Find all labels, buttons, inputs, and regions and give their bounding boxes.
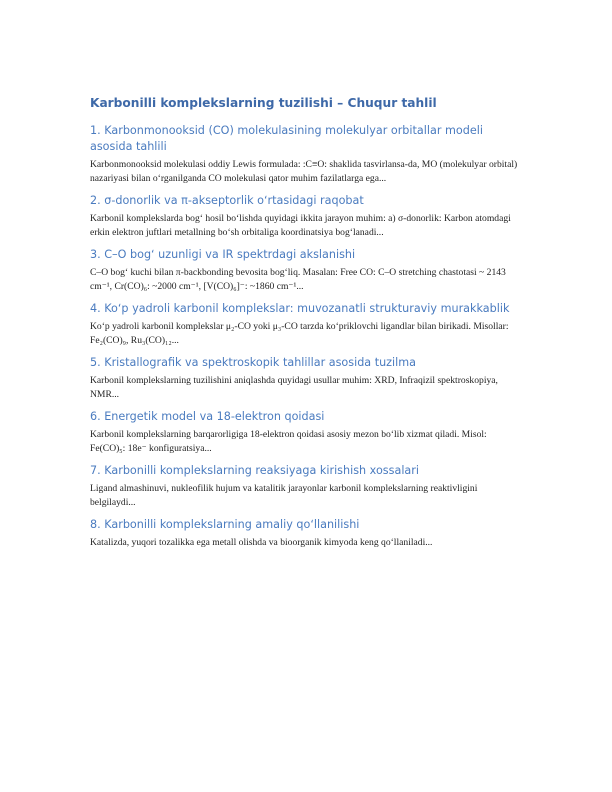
section-1 — [90, 123, 522, 185]
section-heading: 6. Energetik model va 18-elektron qoidasi — [90, 410, 325, 423]
section-heading: 3. C–O bogʻ uzunligi va IR spektrdagi akslanishi — [90, 248, 356, 261]
section-6 — [90, 409, 522, 455]
section-body: Karbonil komplekslarning tuzilishini aniqlashda quyidagi usullar muhim: XRD, Infraqizil spektroskopiya, NMR... — [90, 375, 498, 400]
section-body: Katalizda, yuqori tozalikka ega metall olishda va bioorganik kimyoda keng qoʻllaniladi... — [90, 537, 433, 548]
section-heading: 7. Karbonilli komplekslarning reaksiyaga kirishish xossalari — [90, 464, 419, 477]
document-title: Karbonilli komplekslarning tuzilishi – Chuqur tahlil — [90, 96, 437, 110]
section-body: C–O bogʻ kuchi bilan π-backbonding bevosita bogʻliq. Masalan: Free CO: C–O stretching chastotasi ~ 2143 cm⁻¹, Cr(CO)₆: ~2000 cm⁻¹, [V(CO)₆]⁻: ~1860 cm⁻¹... — [90, 267, 506, 292]
section-heading: 4. Koʻp yadroli karbonil komplekslar: muvozanatli strukturaviy murakkablik — [90, 302, 510, 315]
section-8 — [90, 517, 522, 550]
section-2 — [90, 193, 522, 239]
section-body: Karbonil komplekslarning barqarorligiga 18-elektron qoidasi asosiy mezon boʻlib xizmat qiladi. Misol: Fe(CO)₅: 18e⁻ konfiguratsiya... — [90, 429, 487, 454]
section-3 — [90, 247, 522, 293]
document-page — [90, 95, 522, 558]
section-heading: 8. Karbonilli komplekslarning amaliy qoʻllanilishi — [90, 518, 360, 531]
section-heading: 2. σ-donorlik va π-akseptorlik oʻrtasidagi raqobat — [90, 194, 364, 207]
section-body: Ligand almashinuvi, nukleofilik hujum va katalitik jarayonlar karbonil komplekslarning reaktivligini belgilaydi... — [90, 483, 478, 508]
section-body: Karbonil komplekslarda bogʻ hosil boʻlishda quyidagi ikkita jarayon muhim: a) σ-donorlik: Karbon atomdagi erkin elektron juftlari metallning boʻsh orbitaliga koordinatsiya bogʻlanadi... — [90, 213, 511, 238]
section-body: Karbonmonooksid molekulasi oddiy Lewis formulada: :C≡O: shaklida tasvirlansa-da, MO (molekulyar orbital) nazariyasi bilan oʻrganilganda CO molekulasi qator muhim fazilatlarga ega... — [90, 159, 518, 184]
section-4 — [90, 301, 522, 347]
section-heading: 5. Kristallografik va spektroskopik tahlillar asosida tuzilma — [90, 356, 417, 369]
section-body: Koʻp yadroli karbonil komplekslar μ₂-CO yoki μ₃-CO tarzda koʻpriklovchi ligandlar bilan birikadi. Misollar: Fe₂(CO)₉, Ru₃(CO)₁₂... — [90, 321, 509, 346]
section-heading: 1. Karbonmonooksid (CO) molekulasining molekulyar orbitallar modeli asosida tahlili — [90, 124, 483, 153]
section-5 — [90, 355, 522, 401]
section-7 — [90, 463, 522, 509]
